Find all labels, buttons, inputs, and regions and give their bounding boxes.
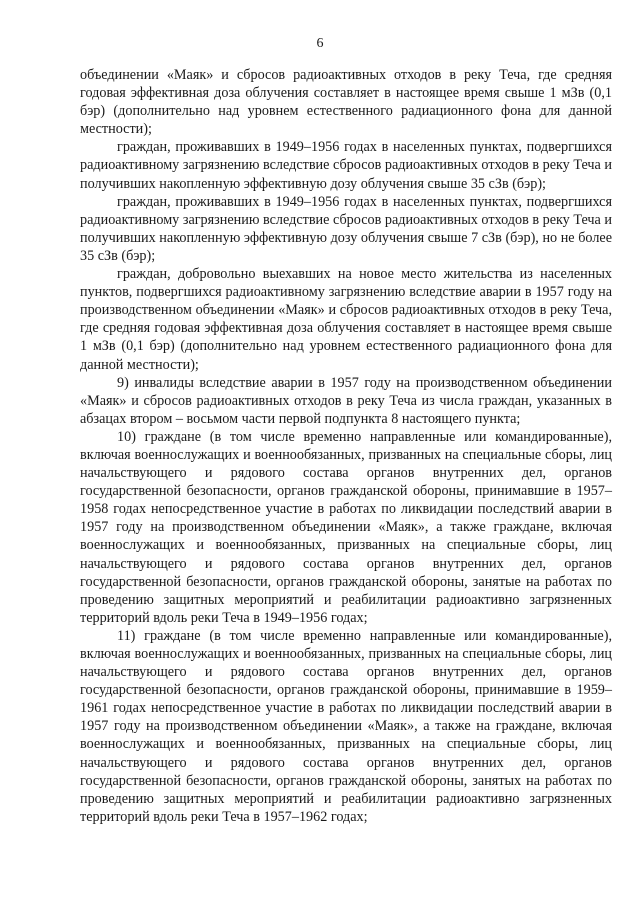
paragraph-item-9: 9) инвалиды вследствие аварии в 1957 году на производственном объединении «Маяк» и сбросов радиоактивных отходов в реку Теча из числа граждан, указанных в абзацах втором – восьмом части первой подпункта 8 настоящего пункта; bbox=[80, 374, 612, 427]
paragraph-tesha-residents-7-35-sv: граждан, проживавших в 1949–1956 годах в населенных пунктах, подвергшихся радиоактивному загрязнению вследствие сбросов радиоактивных отходов в реку Теча и получивших накопленную эффективную дозу облучения свыше 7 сЗв (бэр), но не более 35 сЗв (бэр); bbox=[80, 193, 612, 264]
paragraph-continuation: объединении «Маяк» и сбросов радиоактивных отходов в реку Теча, где средняя годовая эффективная доза облучения составляет в настоящее время свыше 1 мЗв (0,1 бэр) (дополнительно над уровнем естественного радиационного фона для данной местности); bbox=[80, 67, 612, 138]
paragraph-item-10: 10) граждане (в том числе временно направленные или командированные), включая военнослужащих и военнообязанных, призванных на специальные сборы, лиц начальствующего и рядового состава органов внутренних дел, органов государственной безопасности, органов гражданской обороны, принимавшие в 1957–1958 годах непосредственное участие в работах по ликвидации последствий аварии в 1957 году на производственном объединении «Маяк», а также граждане, включая военнослужащих и военнообязанных, призванных на специальные сборы, лиц начальствующего и рядового состава органов внутренних дел, органов государственной безопасности, органов гражданской обороны, занятые на работах по проведению защитных мероприятий и реабилитации радиоактивно загрязненных территорий вдоль реки Теча в 1949–1956 годах; bbox=[80, 428, 612, 626]
paragraph-voluntary-resettled: граждан, добровольно выехавших на новое место жительства из населенных пунктов, подвергшихся радиоактивному загрязнению вследствие аварии в 1957 году на производственном объединении «Маяк» и сбросов радиоактивных отходов в реку Теча, где средняя годовая эффективная доза облучения составляет в настоящее время свыше 1 мЗв (0,1 бэр) (дополнительно над уровнем естественного радиационного фона для данной местности); bbox=[80, 266, 612, 373]
paragraph-item-11: 11) граждане (в том числе временно направленные или командированные), включая военнослужащих и военнообязанных, призванных на специальные сборы, лиц начальствующего и рядового состава органов внутренних дел, органов государственной безопасности, органов гражданской обороны, принимавшие в 1959–1961 годах непосредственное участие в работах по ликвидации последствий аварии в 1957 году на производственном объединении «Маяк», а также на граждане, включая военнослужащих и военнообязанных, призванных на специальные сборы, лиц начальствующего и рядового состава органов внутренних дел, органов государственной безопасности, органов гражданской обороны, занятых на работах по проведению защитных мероприятий и реабилитации радиоактивно загрязненных территорий вдоль реки Теча в 1957–1962 годах; bbox=[80, 627, 612, 825]
page-number: 6 bbox=[316, 36, 324, 51]
paragraph-tesha-residents-35-sv: граждан, проживавших в 1949–1956 годах в населенных пунктах, подвергшихся радиоактивному загрязнению вследствие сбросов радиоактивных отходов в реку Теча и получивших накопленную эффективную дозу облучения свыше 35 сЗв (бэр); bbox=[80, 139, 612, 192]
document-body bbox=[80, 66, 612, 826]
